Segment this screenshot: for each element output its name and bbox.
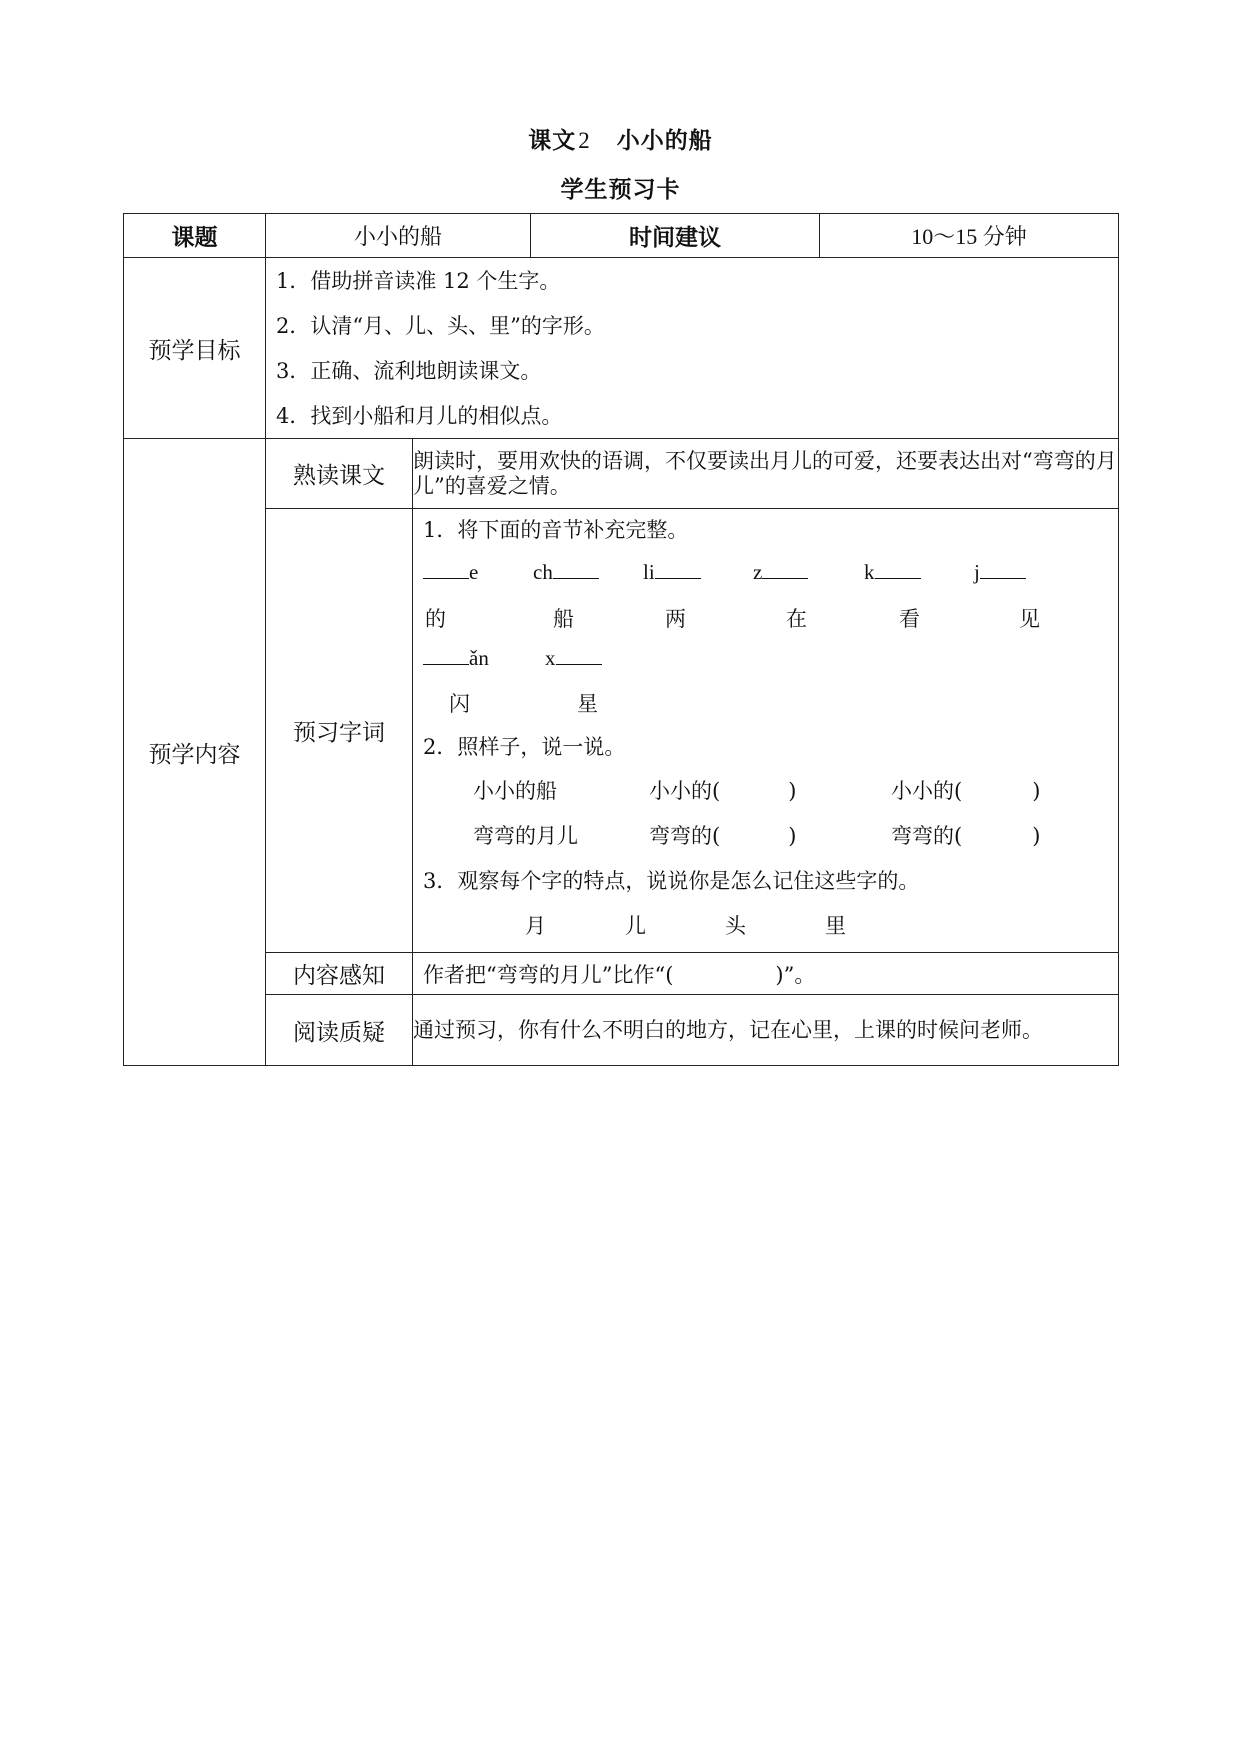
answer-blank[interactable]	[762, 559, 808, 579]
fill-prompt: 小小的( )	[649, 779, 797, 803]
reading-text: 朗读时，要用欢快的语调，不仅要读出月儿的可爱，还要表达出对“弯弯的月儿”的喜爱之情。	[413, 439, 1119, 509]
questions-label: 阅读质疑	[266, 995, 413, 1066]
pinyin-item: e	[423, 559, 478, 585]
words-q1: 1．将下面的音节补充完整。	[423, 518, 689, 542]
card-title: 学生预习卡	[560, 176, 681, 203]
content-label: 预学内容	[124, 439, 266, 1066]
pinyin-item: j	[974, 559, 1026, 585]
example-word: 小小的船	[473, 779, 557, 803]
char-item: 月	[525, 914, 546, 938]
questions-text: 通过预习，你有什么不明白的地方，记在心里，上课的时候问老师。	[413, 995, 1119, 1066]
lesson-title	[0, 122, 1241, 155]
char-item: 儿	[625, 914, 646, 938]
answer-blank[interactable]	[423, 645, 469, 665]
goals-label: 预学目标	[124, 258, 266, 439]
goal-item: 4．找到小船和月儿的相似点。	[276, 403, 563, 428]
answer-blank[interactable]	[423, 559, 469, 579]
words-q3: 3．观察每个字的特点，说说你是怎么记住这些字的。	[423, 869, 920, 893]
answer-blank[interactable]	[980, 559, 1026, 579]
char-item: 在	[786, 607, 807, 631]
topic-row	[124, 214, 1119, 258]
pinyin-item: ǎn	[423, 645, 489, 671]
topic-label: 课题	[124, 214, 266, 258]
pinyin-item: li	[643, 559, 701, 585]
pinyin-item: ch	[533, 559, 599, 585]
perception-row	[124, 953, 1119, 995]
perception-text: 作者把“弯弯的月儿”比作“( )”。	[413, 953, 1119, 995]
answer-blank[interactable]	[553, 559, 599, 579]
goals-row	[124, 258, 1119, 439]
char-item: 两	[665, 607, 686, 631]
char-item: 头	[725, 914, 746, 938]
words-cell	[413, 509, 1119, 953]
words-row	[124, 509, 1119, 953]
pinyin-item: k	[864, 559, 921, 585]
fill-prompt: 小小的( )	[891, 779, 1041, 803]
char-item: 的	[425, 607, 446, 631]
lesson-prefix: 课文	[528, 127, 577, 154]
time-label: 时间建议	[531, 214, 820, 258]
goal-item: 1．借助拼音读准 12 个生字。	[276, 268, 561, 293]
goal-item: 3．正确、流利地朗读课文。	[276, 358, 542, 383]
example-word: 弯弯的月儿	[473, 824, 578, 848]
words-q2: 2．照样子，说一说。	[423, 735, 626, 759]
reading-label: 熟读课文	[266, 439, 413, 509]
char-item: 船	[553, 607, 574, 631]
reading-row	[124, 439, 1119, 509]
answer-blank[interactable]	[875, 559, 921, 579]
fill-prompt: 弯弯的( )	[649, 824, 797, 848]
char-item: 里	[825, 914, 846, 938]
pinyin-item: x	[545, 645, 602, 671]
words-label: 预习字词	[266, 509, 413, 953]
char-item: 看	[899, 607, 920, 631]
lesson-name: 小小的船	[616, 127, 713, 154]
goals-list	[266, 258, 1119, 439]
time-value: 10～15 分钟	[820, 214, 1119, 258]
char-item: 星	[577, 692, 598, 716]
char-item: 见	[1019, 607, 1040, 631]
fill-prompt: 弯弯的( )	[891, 824, 1041, 848]
lesson-number: 2	[578, 128, 591, 153]
questions-row	[124, 995, 1119, 1066]
answer-blank[interactable]	[655, 559, 701, 579]
char-item: 闪	[449, 692, 470, 716]
goal-item: 2．认清“月、儿、头、里”的字形。	[276, 313, 605, 338]
pinyin-item: z	[753, 559, 808, 585]
answer-blank[interactable]	[556, 645, 602, 665]
topic-value: 小小的船	[266, 214, 531, 258]
perception-label: 内容感知	[266, 953, 413, 995]
preview-card-table	[123, 213, 1119, 1066]
